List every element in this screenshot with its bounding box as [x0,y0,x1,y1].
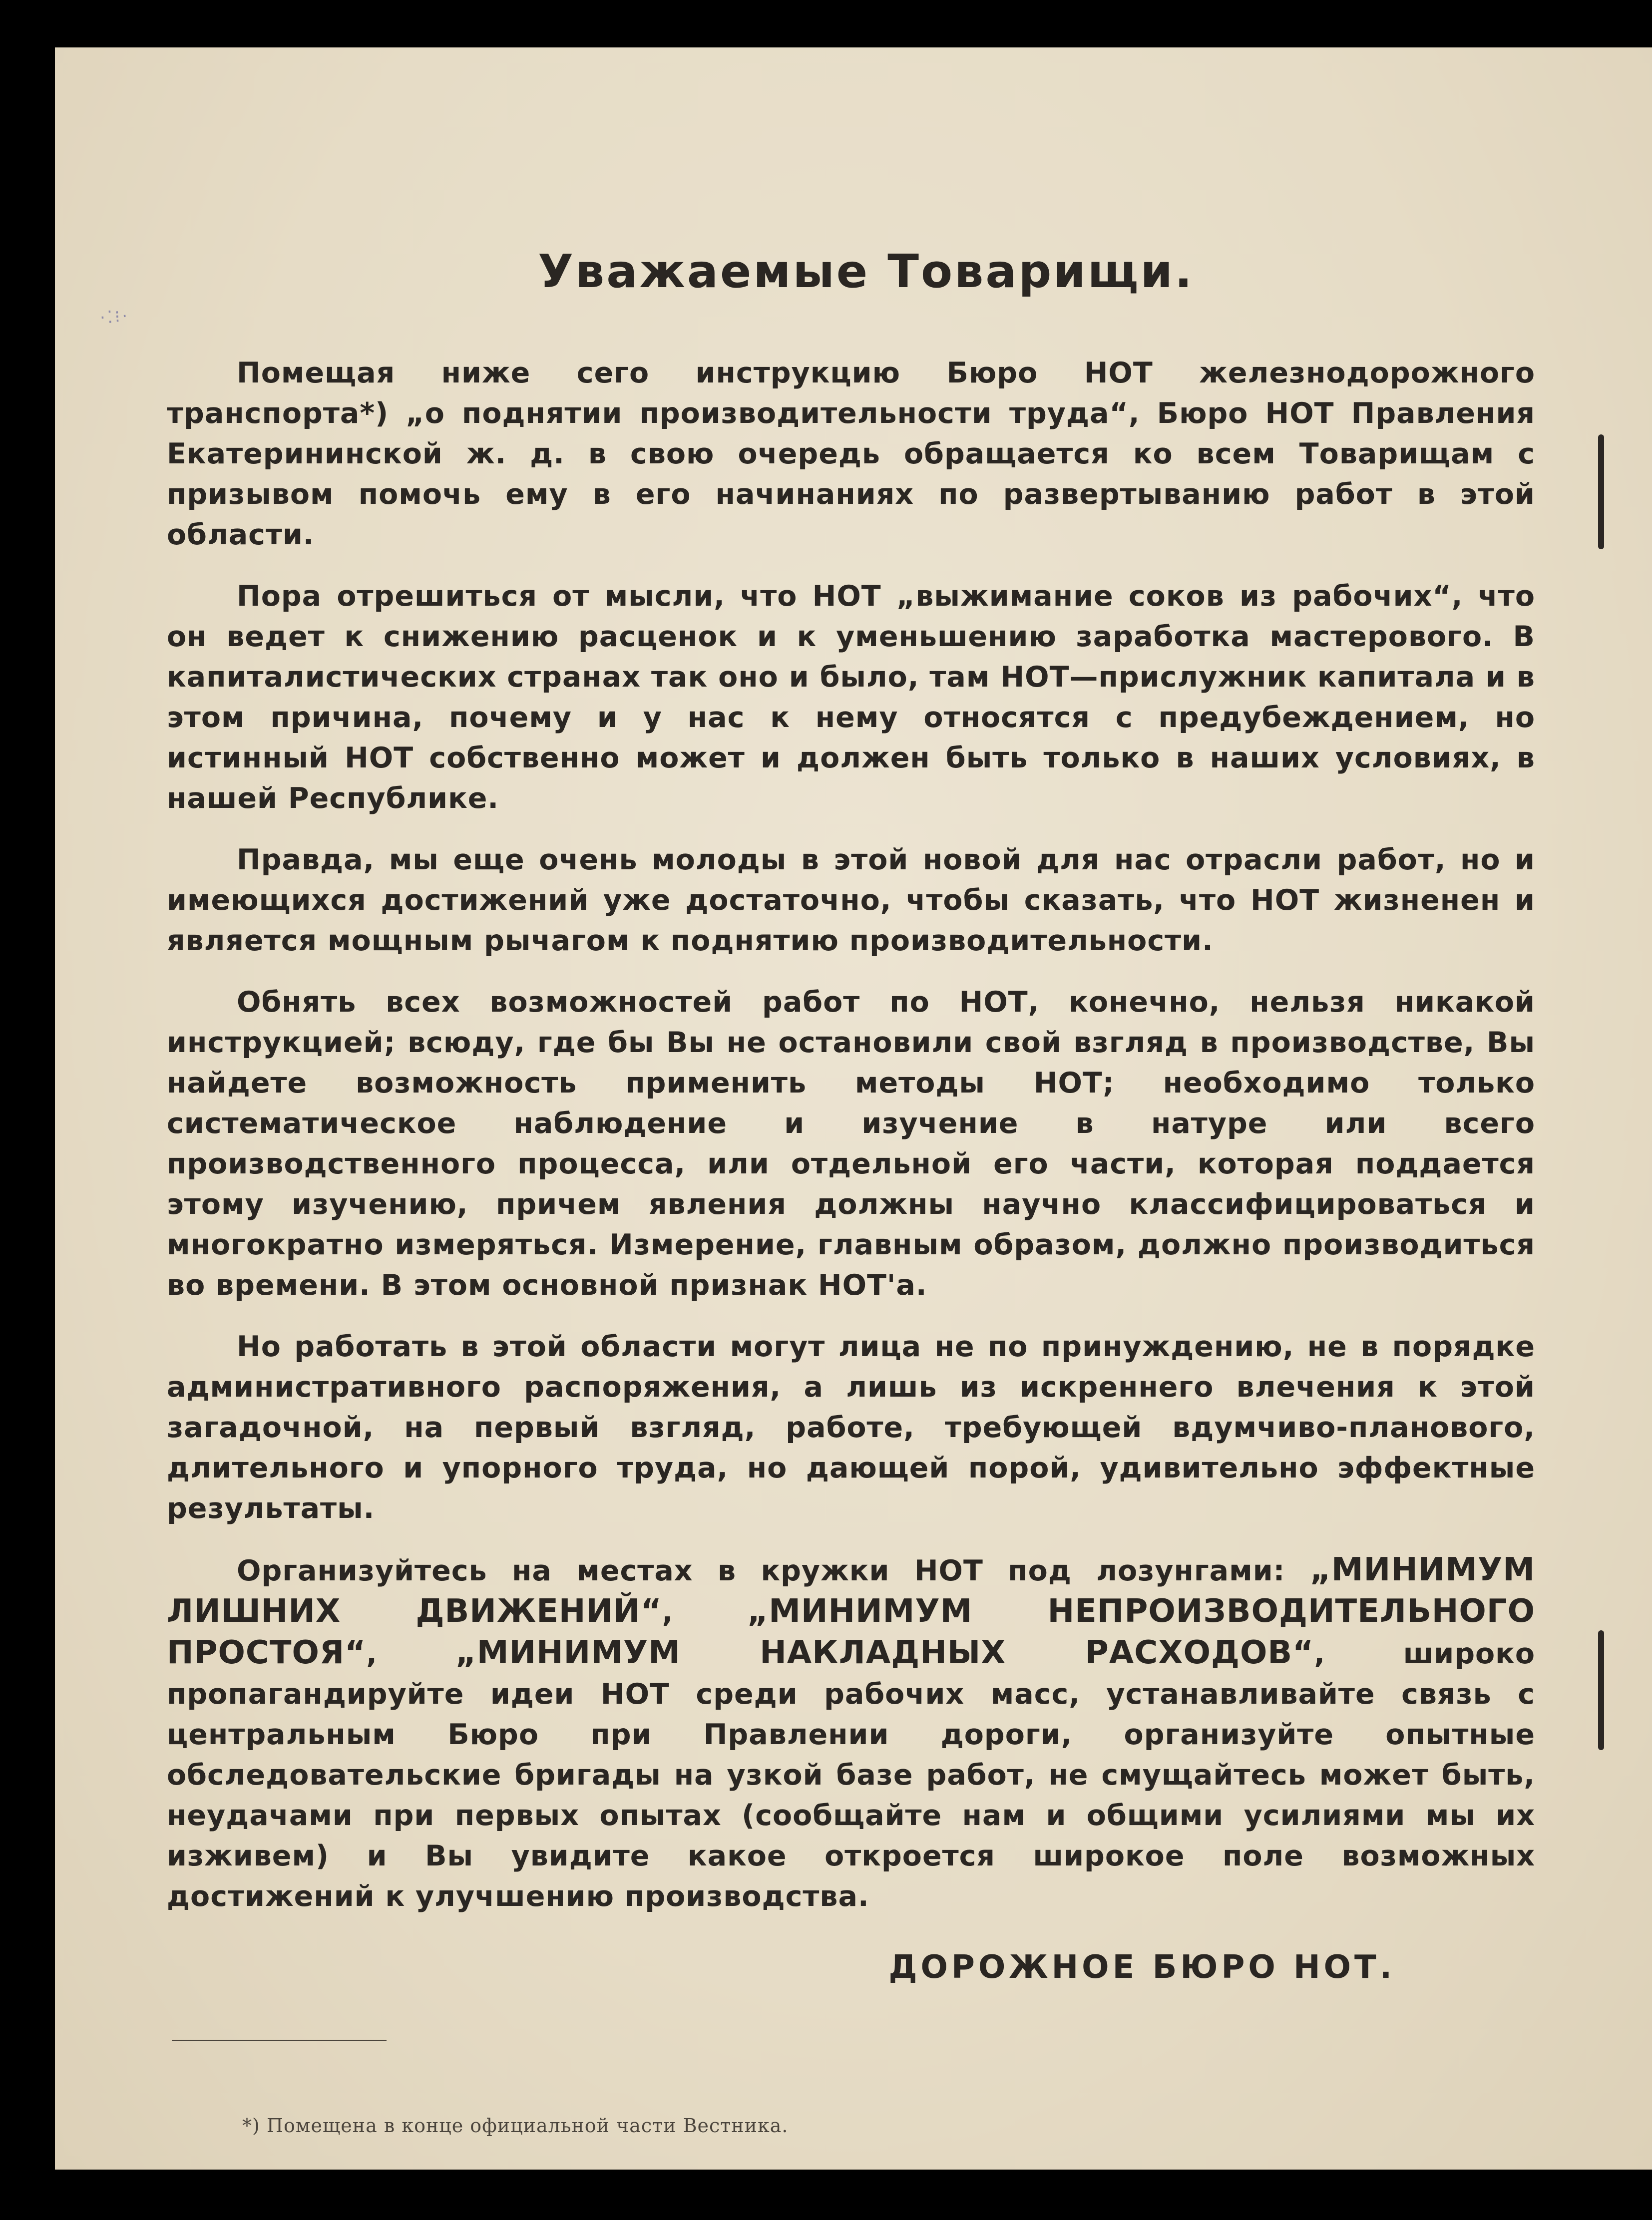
paragraph-1: Помещая ниже сего инструкцию Бюро НОТ железнодорожного транспорта*) „о поднятии производительности труда“, Бюро НОТ Правления Екатерининской ж. д. в свою очередь обращается ко всем Товарищам с призывом помочь ему в его начинаниях по развертыванию работ в этой области. [167,357,1535,551]
paragraph-6-tail: , широко пропагандируйте идеи НОТ среди рабочих масс, устанавливайте связь с центральным Бюро при Правлении дороги, организуйте опытные обследовательские бригады на узкой базе работ, не смущайтесь может быть, неудачами при первых опытах (сообщайте нам и общими усилиями мы их изживем) и Вы увидите какое откроется широкое поле возможных достижений к улучшению производства. [167,1637,1536,1913]
slogan-separator-2: , [366,1637,455,1670]
slogan-separator-1: , [662,1596,748,1629]
binding-mark-bottom [1598,1630,1604,1750]
paragraph-3: Правда, мы еще очень молоды в этой новой для нас отрасли работ, но и имеющихся достижений уже достаточно, чтобы сказать, что НОТ жизненен и является мощным рычагом к поднятию производительности. [167,843,1535,957]
slogan-1: „МИНИМУМ ЛИШНИХ ДВИЖЕНИЙ“ [167,1551,1535,1630]
footnote: *) Помещена в конце официальной части Вестника. [242,2115,789,2137]
slogan-3: „МИНИМУМ НАКЛАДНЫХ РАСХОДОВ“ [455,1634,1314,1671]
document-body [167,245,1535,1986]
signature: ДОРОЖНОЕ БЮРО НОТ. [888,1949,1395,1986]
paragraph-2: Пора отрешиться от мысли, что НОТ „выжимание соков из рабочих“, что он ведет к снижению расценок и к уменьшению заработка мастерового. В капиталистических странах так оно и было, там НОТ—прислужник капитала и в этом причина, почему и у нас к нему относятся с предубеждением, но истинный НОТ собственно может и должен быть только в наших условиях, в нашей Республике. [167,580,1535,815]
paragraph-6 [167,1550,1535,1917]
binding-mark-top [1598,434,1604,549]
document-page [55,47,1652,2170]
paragraph-6-lead: Организуйтесь на местах в кружки НОТ под лозунгами: [237,1554,1310,1587]
page-title: Уважаемые Товарищи. [538,245,1194,298]
slogan-2: „МИНИМУМ НЕПРОИЗВОДИТЕЛЬНОГО ПРОСТОЯ“ [167,1593,1536,1671]
footnote-divider [172,2040,387,2041]
paragraph-4: Обнять всех возможностей работ по НОТ, конечно, нельзя никакой инструкцией; всюду, где бы Вы не остановили свой взгляд в производстве, Вы найдете возможность применить методы НОТ; необходимо только систематическое наблюдение и изучение в натуре или всего производственного процесса, или отдельной его части, которая поддается этому изучению, причем явления должны научно классифицироваться и многократно измеряться. Измерение, главным образом, должно производиться во времени. В этом основной признак НОТ'а. [167,986,1535,1302]
paragraph-5: Но работать в этой области могут лица не по принуждению, не в порядке административного распоряжения, а лишь из искреннего влечения к этой загадочной, на первый взгляд, работе, требующей вдумчиво-планового, длительного и упорного труда, но дающей порой, удивительно эффектные результаты. [167,1330,1535,1525]
faded-stamp-mark: ·⁚⁝· [99,306,130,329]
